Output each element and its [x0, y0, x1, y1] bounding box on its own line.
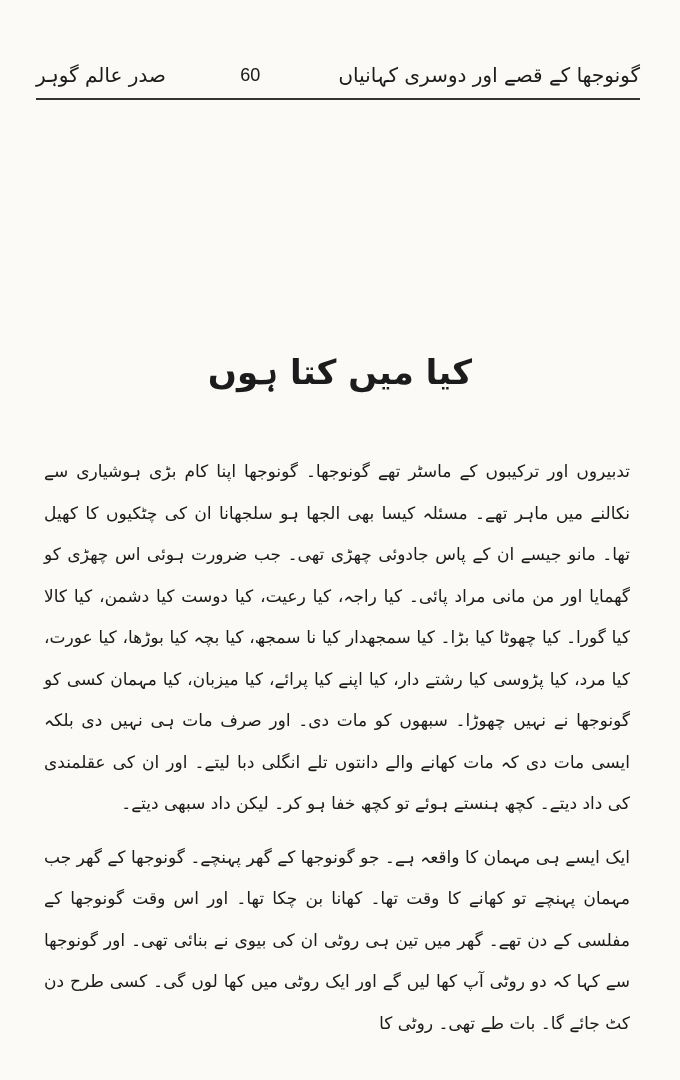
author-name: صدر عالم گوہر [36, 63, 166, 87]
story-body [44, 452, 630, 1045]
book-title: گونوجھا کے قصے اور دوسری کہانیاں [338, 63, 640, 87]
running-header [36, 58, 640, 92]
paragraph: ایک ایسے ہی مہمان کا واقعہ ہے۔ جو گونوجھا کے گھر پہنچے۔ گونوجھا کے گھر جب مہمان پہنچے تو کھانے کا وقت تھا۔ کھانا بن چکا تھا۔ اور اس وقت گونوجھا کے مفلسی کے دن تھے۔ گھر میں تین ہی روٹی ان کی بیوی نے بنائی تھی۔ اور گونوجھا سے کہا کہ دو روٹی آپ کھا لیں گے اور ایک روٹی میں کھا لوں گی۔ کسی طرح دن کٹ جائے گا۔ بات طے تھی۔ روٹی کا [44, 847, 630, 1034]
page-number: 60 [240, 64, 261, 85]
header-rule [36, 98, 640, 100]
paragraph: تدبیروں اور ترکیبوں کے ماسٹر تھے گونوجھا۔ گونوجھا اپنا کام بڑی ہوشیاری سے نکالنے میں ماہر تھے۔ مسئلہ کیسا بھی الجھا ہو سلجھانا ان کی چٹکیوں کا کھیل تھا۔ مانو جیسے ان کے پاس جادوئی چھڑی تھی۔ جب ضرورت ہوئی اس چھڑی کو گھمایا اور من مانی مراد پائی۔ کیا راجہ، کیا رعیت، کیا دوست کیا دشمن، کیا کالا کیا گورا۔ کیا چھوٹا کیا بڑا۔ کیا سمجھدار کیا نا سمجھ، کیا بچہ کیا بوڑھا، کیا عورت، کیا مرد، کیا پڑوسی کیا رشتے دار، کیا اپنے کیا پرائے، کیا میزبان، کیا مہمان کسی کو گونوجھا نے نہیں چھوڑا۔ سبھوں کو مات دی۔ اور صرف مات ہی نہیں دی بلکہ ایسی مات دی کہ مات کھانے والے دانتوں تلے انگلی دبا لیتے۔ اور ان کی عقلمندی کی داد دیتے۔ کچھ ہنستے ہوئے تو کچھ خفا ہو کر۔ لیکن داد سبھی دیتے۔ [44, 462, 630, 814]
story-title: کیا میں کتا ہوں [207, 353, 473, 393]
